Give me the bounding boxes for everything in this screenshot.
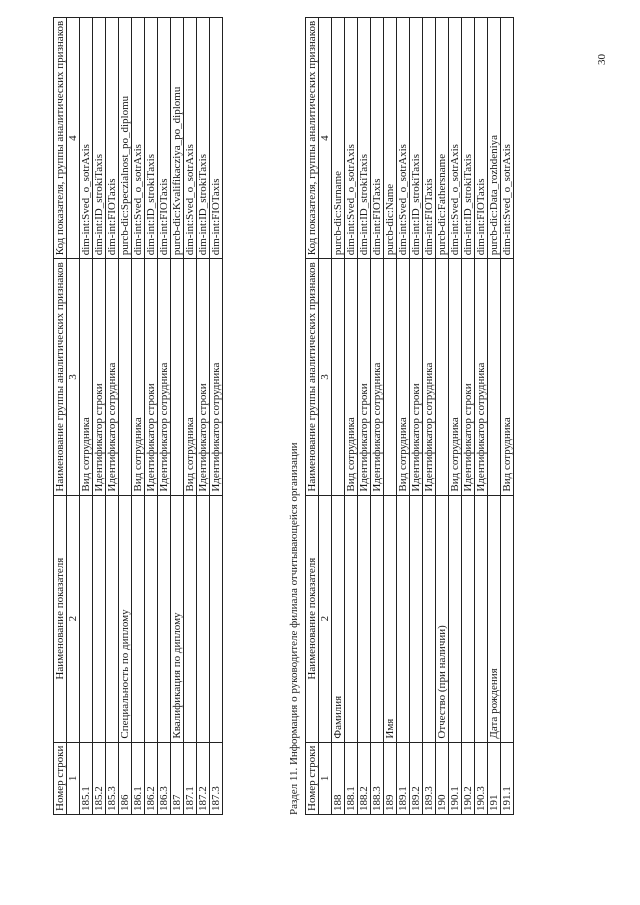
indicator-name bbox=[410, 495, 423, 742]
row-number: 185.1 bbox=[80, 742, 93, 814]
group-name bbox=[171, 259, 184, 495]
table-row bbox=[93, 17, 106, 814]
row-number: 188.3 bbox=[371, 742, 384, 814]
row-number: 189.2 bbox=[410, 742, 423, 814]
row-number: 188.1 bbox=[345, 742, 358, 814]
row-number: 188.2 bbox=[358, 742, 371, 814]
indicator-code: dim-int:Sved_o_sotrAxis bbox=[345, 17, 358, 258]
indicator-name bbox=[449, 495, 462, 742]
indicator-code: dim-int:ID_strokiTaxis bbox=[358, 17, 371, 258]
indicator-code: purcb-dic:Fathersname bbox=[436, 17, 449, 258]
header-indicator-name: Наименование показателя bbox=[54, 495, 67, 742]
indicator-name bbox=[80, 495, 93, 742]
table-row bbox=[197, 17, 210, 814]
indicator-name: Фамилия bbox=[332, 495, 345, 742]
indicator-code: dim-int:FIOTaxis bbox=[475, 17, 488, 258]
row-number: 190 bbox=[436, 742, 449, 814]
group-name: Идентификатор строки bbox=[197, 259, 210, 495]
group-name bbox=[332, 259, 345, 495]
indicator-name bbox=[210, 495, 223, 742]
group-name bbox=[488, 259, 501, 495]
header-row-number: Номер строки bbox=[54, 742, 67, 814]
section-title: Раздел 11. Информация о руководителе филиала отчитывающейся организации bbox=[288, 442, 300, 815]
row-number: 186 bbox=[119, 742, 132, 814]
row-number: 187.1 bbox=[184, 742, 197, 814]
indicator-code: purcb-dic:Surname bbox=[332, 17, 345, 258]
group-name: Вид сотрудника bbox=[449, 259, 462, 495]
group-name bbox=[436, 259, 449, 495]
row-number: 188 bbox=[332, 742, 345, 814]
header-code: Код показателя, группы аналитических признаков bbox=[54, 17, 67, 258]
table-header-row bbox=[54, 17, 67, 814]
table-row bbox=[132, 17, 145, 814]
table-row bbox=[358, 17, 371, 814]
row-number: 190.3 bbox=[475, 742, 488, 814]
table-row bbox=[145, 17, 158, 814]
table-row bbox=[423, 17, 436, 814]
table-row bbox=[158, 17, 171, 814]
table-row bbox=[119, 17, 132, 814]
row-number: 189 bbox=[384, 742, 397, 814]
row-number: 189.1 bbox=[397, 742, 410, 814]
table-row bbox=[80, 17, 93, 814]
indicator-name bbox=[345, 495, 358, 742]
column-number: 2 bbox=[67, 495, 80, 742]
indicator-code: dim-int:FIOTaxis bbox=[371, 17, 384, 258]
group-name bbox=[384, 259, 397, 495]
group-name: Идентификатор строки bbox=[462, 259, 475, 495]
indicator-code: purcb-dic:Name bbox=[384, 17, 397, 258]
column-number: 1 bbox=[319, 742, 332, 814]
indicator-code: dim-int:Sved_o_sotrAxis bbox=[80, 17, 93, 258]
table-row bbox=[462, 17, 475, 814]
header-row-number: Номер строки bbox=[306, 742, 319, 814]
column-number: 4 bbox=[319, 17, 332, 258]
group-name: Идентификатор строки bbox=[410, 259, 423, 495]
header-group-name: Наименование группы аналитических признаков bbox=[54, 259, 67, 495]
indicator-code: dim-int:Sved_o_sotrAxis bbox=[501, 17, 514, 258]
table-row bbox=[332, 17, 345, 814]
indicator-name bbox=[106, 495, 119, 742]
group-name: Идентификатор строки bbox=[358, 259, 371, 495]
row-number: 187 bbox=[171, 742, 184, 814]
table-row bbox=[410, 17, 423, 814]
indicator-name bbox=[93, 495, 106, 742]
table-header-row bbox=[306, 17, 319, 814]
table-row bbox=[384, 17, 397, 814]
table-row bbox=[436, 17, 449, 814]
row-number: 186.1 bbox=[132, 742, 145, 814]
column-number: 3 bbox=[67, 259, 80, 495]
table-row bbox=[106, 17, 119, 814]
indicator-code: dim-int:ID_strokiTaxis bbox=[462, 17, 475, 258]
indicator-name bbox=[501, 495, 514, 742]
indicator-code: dim-int:ID_strokiTaxis bbox=[197, 17, 210, 258]
indicator-name bbox=[197, 495, 210, 742]
indicator-code: dim-int:FIOTaxis bbox=[423, 17, 436, 258]
table-row bbox=[501, 17, 514, 814]
header-code: Код показателя, группы аналитических признаков bbox=[306, 17, 319, 258]
column-number: 2 bbox=[319, 495, 332, 742]
table-row bbox=[184, 17, 197, 814]
table-row bbox=[171, 17, 184, 814]
indicator-name: Имя bbox=[384, 495, 397, 742]
row-number: 185.2 bbox=[93, 742, 106, 814]
table-row bbox=[210, 17, 223, 814]
column-numbers-row bbox=[319, 17, 332, 814]
indicator-code: dim-int:Sved_o_sotrAxis bbox=[449, 17, 462, 258]
group-name bbox=[119, 259, 132, 495]
column-numbers-row bbox=[67, 17, 80, 814]
indicator-code: dim-int:FIOTaxis bbox=[210, 17, 223, 258]
group-name: Идентификатор сотрудника bbox=[475, 259, 488, 495]
table-row bbox=[488, 17, 501, 814]
table-row bbox=[345, 17, 358, 814]
group-name: Идентификатор сотрудника bbox=[106, 259, 119, 495]
indicator-name bbox=[371, 495, 384, 742]
indicator-name bbox=[358, 495, 371, 742]
group-name: Идентификатор строки bbox=[93, 259, 106, 495]
indicator-code: dim-int:Sved_o_sotrAxis bbox=[184, 17, 197, 258]
indicator-table-2 bbox=[305, 17, 514, 815]
indicator-code: dim-int:FIOTaxis bbox=[158, 17, 171, 258]
indicator-name: Специальность по диплому bbox=[119, 495, 132, 742]
row-number: 187.2 bbox=[197, 742, 210, 814]
indicator-name bbox=[145, 495, 158, 742]
group-name: Вид сотрудника bbox=[184, 259, 197, 495]
row-number: 189.3 bbox=[423, 742, 436, 814]
indicator-name bbox=[462, 495, 475, 742]
page-number: 30 bbox=[596, 54, 608, 65]
indicator-name: Квалификация по диплому bbox=[171, 495, 184, 742]
row-number: 190.1 bbox=[449, 742, 462, 814]
header-indicator-name: Наименование показателя bbox=[306, 495, 319, 742]
row-number: 191 bbox=[488, 742, 501, 814]
row-number: 187.3 bbox=[210, 742, 223, 814]
group-name: Идентификатор строки bbox=[145, 259, 158, 495]
table-row bbox=[449, 17, 462, 814]
indicator-code: dim-int:ID_strokiTaxis bbox=[145, 17, 158, 258]
indicator-name: Отчество (при наличии) bbox=[436, 495, 449, 742]
row-number: 186.3 bbox=[158, 742, 171, 814]
column-number: 1 bbox=[67, 742, 80, 814]
indicator-name bbox=[475, 495, 488, 742]
table-row bbox=[475, 17, 488, 814]
indicator-name bbox=[184, 495, 197, 742]
row-number: 191.1 bbox=[501, 742, 514, 814]
column-number: 3 bbox=[319, 259, 332, 495]
group-name: Идентификатор сотрудника bbox=[158, 259, 171, 495]
indicator-code: dim-int:Sved_o_sotrAxis bbox=[397, 17, 410, 258]
column-number: 4 bbox=[67, 17, 80, 258]
indicator-name bbox=[423, 495, 436, 742]
group-name: Идентификатор сотрудника bbox=[210, 259, 223, 495]
row-number: 186.2 bbox=[145, 742, 158, 814]
indicator-code: purcb-dic:Kvalifikacziya_po_diplomu bbox=[171, 17, 184, 258]
row-number: 185.3 bbox=[106, 742, 119, 814]
indicator-table-1 bbox=[53, 17, 223, 815]
group-name: Вид сотрудника bbox=[80, 259, 93, 495]
indicator-code: dim-int:Sved_o_sotrAxis bbox=[132, 17, 145, 258]
indicator-code: dim-int:ID_strokiTaxis bbox=[93, 17, 106, 258]
indicator-code: purcb-dic:Data_rozhdeniya bbox=[488, 17, 501, 258]
group-name: Вид сотрудника bbox=[132, 259, 145, 495]
indicator-name bbox=[158, 495, 171, 742]
group-name: Вид сотрудника bbox=[397, 259, 410, 495]
table-row bbox=[397, 17, 410, 814]
header-group-name: Наименование группы аналитических признаков bbox=[306, 259, 319, 495]
group-name: Вид сотрудника bbox=[501, 259, 514, 495]
table-row bbox=[371, 17, 384, 814]
indicator-code: purcb-dic:Speczialnost_po_diplomu bbox=[119, 17, 132, 258]
group-name: Идентификатор сотрудника bbox=[423, 259, 436, 495]
row-number: 190.2 bbox=[462, 742, 475, 814]
group-name: Идентификатор сотрудника bbox=[371, 259, 384, 495]
indicator-name bbox=[132, 495, 145, 742]
indicator-name bbox=[397, 495, 410, 742]
indicator-code: dim-int:FIOTaxis bbox=[106, 17, 119, 258]
indicator-name: Дата рождения bbox=[488, 495, 501, 742]
group-name: Вид сотрудника bbox=[345, 259, 358, 495]
indicator-code: dim-int:ID_strokiTaxis bbox=[410, 17, 423, 258]
